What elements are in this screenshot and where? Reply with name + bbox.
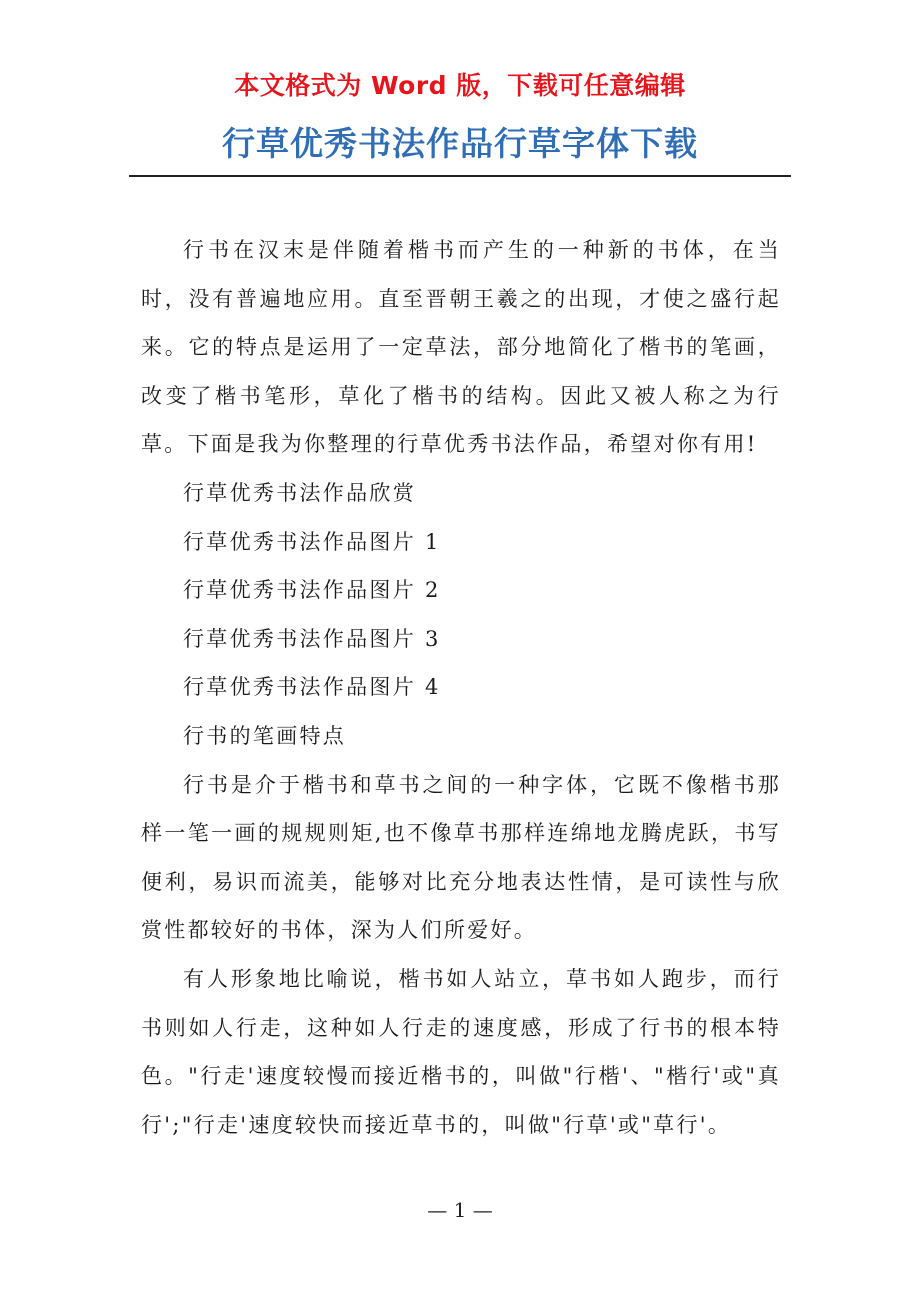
section-heading-appreciation: 行草优秀书法作品欣赏: [183, 480, 416, 505]
body-paragraph: 有人形象地比喻说，楷书如人站立，草书如人跑步，而行书则如人行走，这种如人行走的速度感，形成了行书的根本特色。"行走'速度较慢而接近楷书的，叫做"行楷'、"楷行'或"真行';"行走'速度较快而接近草书的，叫做"行草'或"草行'。: [141, 966, 781, 1137]
page-title: 行草优秀书法作品行草字体下载: [222, 124, 698, 163]
page-number: — 1 —: [427, 1198, 493, 1222]
image-caption: 行草优秀书法作品图片 2: [183, 578, 441, 603]
title-divider: [129, 175, 791, 177]
intro-paragraph: 行书在汉末是伴随着楷书而产生的一种新的书体，在当时，没有普遍地应用。直至晋朝王羲之的出现，才使之盛行起来。它的特点是运用了一定草法，部分地简化了楷书的笔画，改变了楷书笔形，草化了楷书的结构。因此又被人称之为行草。下面是我为你整理的行草优秀书法作品，希望对你有用!: [141, 238, 781, 457]
document-body: [141, 226, 781, 1149]
edit-notice: 本文格式为 Word 版，下载可任意编辑: [234, 71, 686, 100]
section-heading-strokes: 行书的笔画特点: [183, 723, 347, 748]
image-caption: 行草优秀书法作品图片 1: [183, 529, 441, 554]
body-paragraph: 行书是介于楷书和草书之间的一种字体，它既不像楷书那样一笔一画的规规则矩,也不像草书那样连绵地龙腾虎跃，书写便利，易识而流美，能够对比充分地表达性情，是可读性与欣赏性都较好的书体，深为人们所爱好。: [141, 772, 781, 943]
image-caption: 行草优秀书法作品图片 4: [183, 675, 441, 700]
image-caption: 行草优秀书法作品图片 3: [183, 626, 441, 651]
